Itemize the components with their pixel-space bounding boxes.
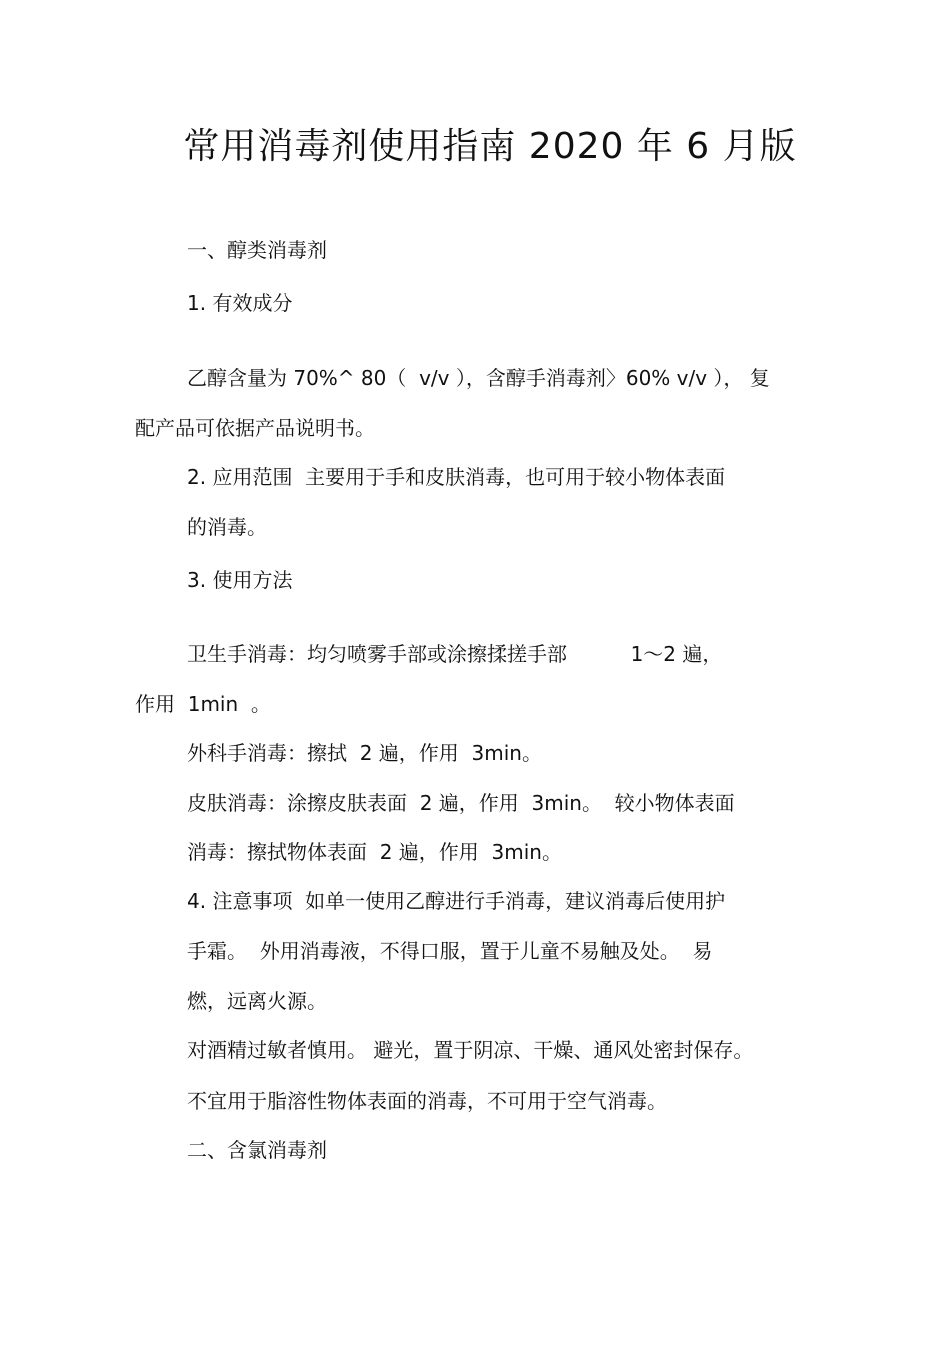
subheading-active-ingredient: 1. 有效成分: [187, 291, 293, 315]
paragraph-line: 的消毒。: [187, 515, 267, 539]
paragraph-line: 皮肤消毒：涂擦皮肤表面 2 遍，作用 3min。 较小物体表面: [187, 791, 735, 815]
paragraph-line: 外科手消毒：擦拭 2 遍，作用 3min。: [187, 741, 542, 765]
paragraph-line: 配产品可依据产品说明书。: [135, 416, 375, 440]
paragraph-line: 消毒：擦拭物体表面 2 遍，作用 3min。: [187, 840, 562, 864]
document-title: 常用消毒剂使用指南 2020 年 6 月版: [183, 126, 797, 167]
paragraph-line: 4. 注意事项 如单一使用乙醇进行手消毒，建议消毒后使用护: [187, 889, 726, 913]
paragraph-line: 燃，远离火源。: [187, 989, 327, 1013]
paragraph-line: 对酒精过敏者慎用。 避光，置于阴凉、干燥、通风处密封保存。: [187, 1038, 754, 1062]
paragraph-line: 2. 应用范围 主要用于手和皮肤消毒，也可用于较小物体表面: [187, 465, 726, 489]
subheading-usage: 3. 使用方法: [187, 568, 293, 592]
paragraph-line: 乙醇含量为 70%^ 80（ v/v ），含醇手消毒剂〉60% v/v ）， 复: [187, 366, 770, 390]
section-heading-chlorine: 二、含氯消毒剂: [187, 1138, 327, 1162]
paragraph-line: 作用 1min 。: [135, 692, 271, 716]
paragraph-line: 卫生手消毒：均匀喷雾手部或涂擦揉搓手部 1〜2 遍，: [187, 642, 723, 666]
paragraph-line: 手霜。 外用消毒液，不得口服，置于儿童不易触及处。 易: [187, 939, 713, 963]
section-heading-alcohol: 一、醇类消毒剂: [187, 238, 327, 262]
paragraph-line: 不宜用于脂溶性物体表面的消毒，不可用于空气消毒。: [187, 1089, 667, 1113]
